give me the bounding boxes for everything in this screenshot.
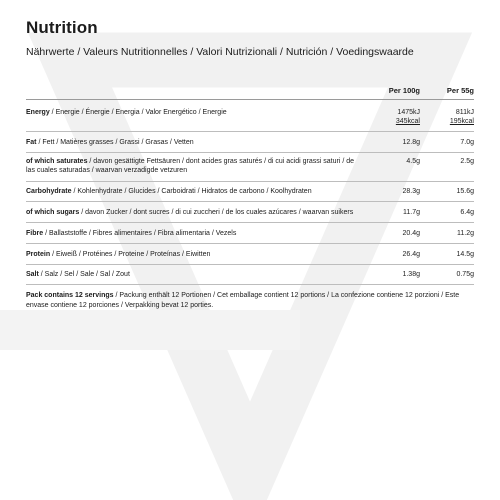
table-row xyxy=(26,100,474,132)
value-primary: 20.4g xyxy=(402,230,420,237)
nutrient-translations: / Salz / Sel / Sale / Sal / Zout xyxy=(38,271,130,278)
value-per-55g xyxy=(420,250,474,259)
table-header-row xyxy=(26,78,474,100)
table-row xyxy=(26,265,474,285)
value-per-55g xyxy=(420,270,474,279)
value-per-55g xyxy=(420,157,474,166)
nutrient-name: of which saturates xyxy=(26,158,88,165)
table-row xyxy=(26,202,474,223)
nutrient-translations: / Energie / Énergie / Energia / Valor Energético / Energie xyxy=(49,109,227,116)
nutrient-label xyxy=(26,157,366,175)
nutrient-translations: / Eiweiß / Protéines / Proteine / Proteínas / Eiwitten xyxy=(50,251,211,258)
nutrient-translations: / Fett / Matières grasses / Grassi / Grasas / Vetten xyxy=(36,139,194,146)
table-row xyxy=(26,182,474,202)
value-primary: 2.5g xyxy=(460,158,474,165)
value-primary: 6.4g xyxy=(460,209,474,216)
value-per-100g xyxy=(366,138,420,147)
value-primary: 11.7g xyxy=(403,209,420,216)
nutrient-name: of which sugars xyxy=(26,209,80,216)
value-per-100g xyxy=(366,250,420,259)
value-per-55g xyxy=(420,187,474,196)
column-header-per-100g: Per 100g xyxy=(388,86,420,95)
value-per-55g xyxy=(420,229,474,238)
value-primary: 12.8g xyxy=(402,139,420,146)
nutrient-name: Salt xyxy=(26,271,39,278)
value-primary: 1.38g xyxy=(402,271,420,278)
value-per-55g xyxy=(420,208,474,217)
nutrient-translations: / davon gesättigte Fettsäuren / dont acides gras saturés / di cui acidi grassi saturi / de las cuales saturadas / waarvan verzadigde vetzuren xyxy=(26,158,354,174)
nutrient-label xyxy=(26,187,366,196)
servings-note-translations: / Packung enthält 12 Portionen / Cet emballage contient 12 portions / La confezione contiene 12 porzioni / Este envase contiene 12 porciones / Verpakking bevat 12 porties. xyxy=(26,292,460,309)
value-per-55g xyxy=(420,108,474,126)
servings-note-main: Pack contains 12 servings xyxy=(26,292,114,299)
value-per-55g xyxy=(420,138,474,147)
nutrient-name: Energy xyxy=(26,109,50,116)
nutrient-translations: / Kohlenhydrate / Glucides / Carboidrati / Hidratos de carbono / Koolhydraten xyxy=(71,188,312,195)
value-primary: 4.5g xyxy=(406,158,420,165)
nutrient-label xyxy=(26,270,366,279)
nutrient-label xyxy=(26,250,366,259)
table-row xyxy=(26,244,474,265)
value-primary: 14.5g xyxy=(456,251,474,258)
nutrient-translations: / Ballaststoffe / Fibres alimentaires / Fibra alimentaria / Vezels xyxy=(43,230,237,237)
value-primary: 7.0g xyxy=(460,139,474,146)
value-per-100g xyxy=(366,229,420,238)
value-primary: 1475kJ xyxy=(397,109,420,116)
value-per-100g xyxy=(366,157,420,166)
value-secondary: 345kcal xyxy=(395,118,420,125)
nutrient-name: Carbohydrate xyxy=(26,188,72,195)
table-row xyxy=(26,153,474,182)
value-primary: 11.2g xyxy=(457,230,474,237)
value-primary: 28.3g xyxy=(402,188,420,195)
value-primary: 0.75g xyxy=(456,271,474,278)
nutrient-label xyxy=(26,108,366,117)
nutrient-name: Protein xyxy=(26,251,51,258)
value-per-100g xyxy=(366,108,420,126)
nutrient-label xyxy=(26,138,366,147)
value-primary: 811kJ xyxy=(455,109,474,116)
table-row xyxy=(26,132,474,153)
nutrition-table xyxy=(26,78,474,285)
value-primary: 26.4g xyxy=(402,251,420,258)
value-per-100g xyxy=(366,187,420,196)
value-secondary: 195kcal xyxy=(449,118,474,125)
value-per-100g xyxy=(366,270,420,279)
nutrient-label xyxy=(26,229,366,238)
table-row xyxy=(26,223,474,244)
servings-note xyxy=(26,291,474,310)
nutrient-name: Fat xyxy=(26,139,37,146)
nutrient-name: Fibre xyxy=(26,230,44,237)
page-subtitle: Nährwerte / Valeurs Nutritionnelles / Valori Nutrizionali / Nutrición / Voedingswaarde xyxy=(26,46,414,58)
page-title: Nutrition xyxy=(26,18,98,37)
nutrient-translations: / davon Zucker / dont sucres / di cui zuccheri / de los cuales azúcares / waarvan suikers xyxy=(79,209,354,216)
value-per-100g xyxy=(366,208,420,217)
column-header-per-55g: Per 55g xyxy=(446,86,474,95)
nutrient-label xyxy=(26,208,366,217)
value-primary: 15.6g xyxy=(456,188,474,195)
